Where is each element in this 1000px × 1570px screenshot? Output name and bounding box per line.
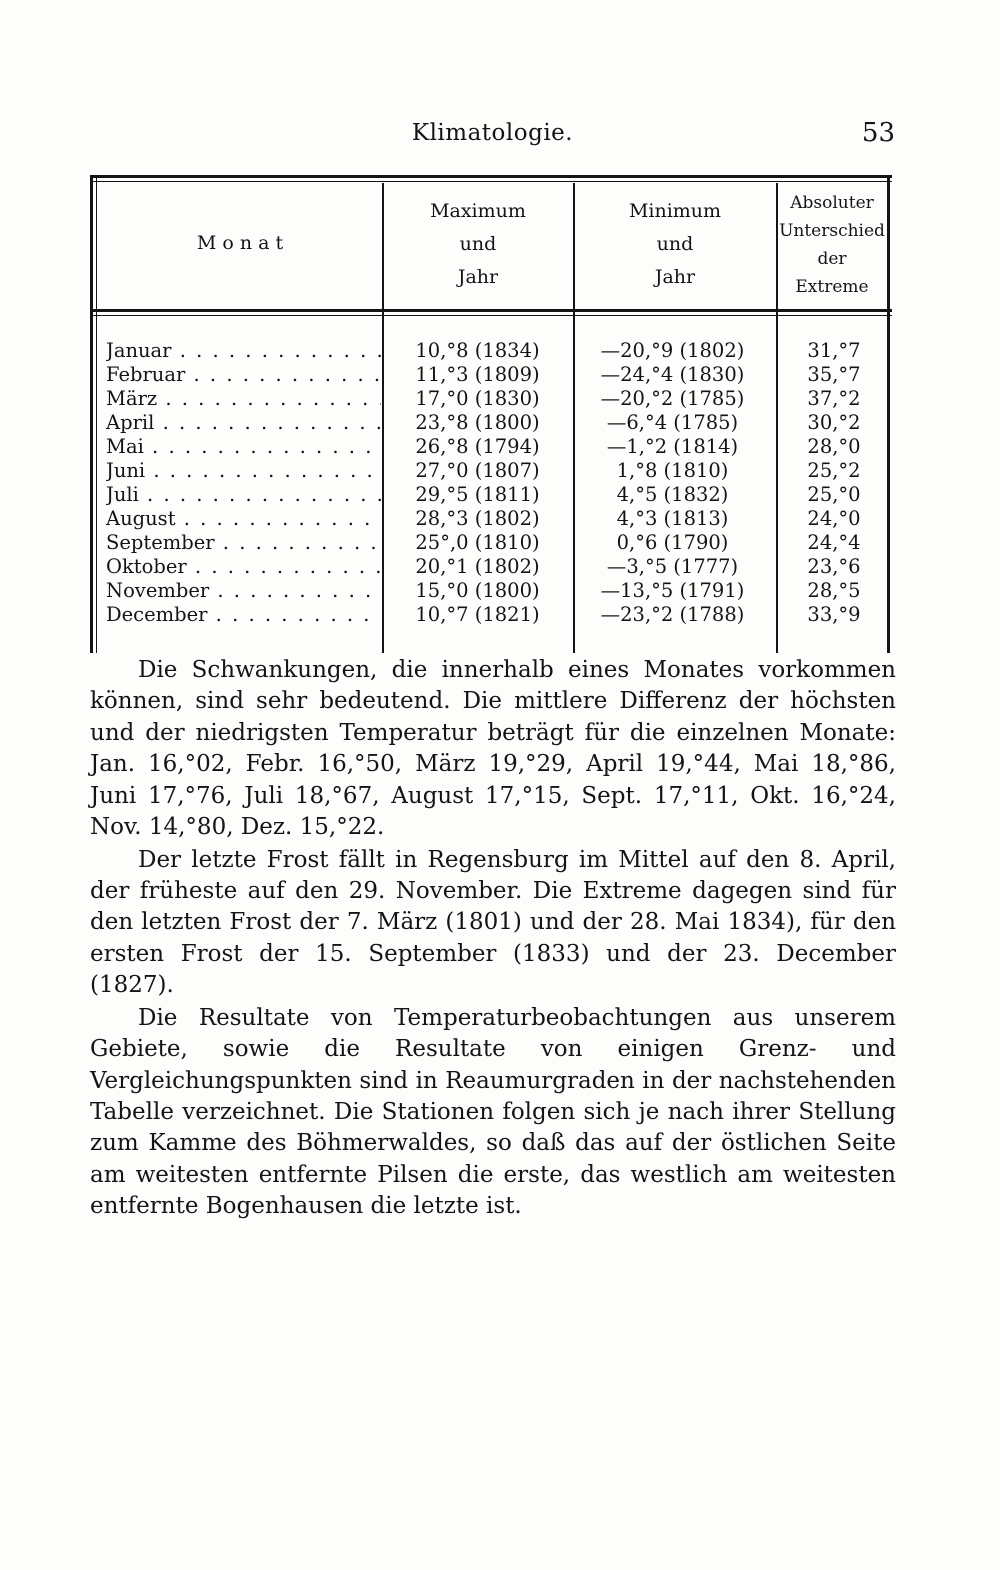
running-title: Klimatologie. <box>411 120 574 146</box>
cell-minimum: —6,°4 (1785) <box>606 411 739 434</box>
cell-maximum: 25°,0 (1810) <box>415 531 540 554</box>
cell-maximum: 11,°3 (1809) <box>415 363 540 386</box>
cell-month: Januar . . . <box>106 339 381 363</box>
cell-minimum: —23,°2 (1788) <box>600 603 745 626</box>
cell-difference: 30,°2 <box>807 411 861 434</box>
table-header-rule <box>90 309 892 312</box>
page-number: 53 <box>861 118 895 148</box>
table-row <box>90 555 892 579</box>
header-difference <box>777 189 887 301</box>
cell-maximum: 10,°8 (1834) <box>415 339 540 362</box>
body-text <box>90 655 896 1224</box>
table-row <box>90 459 892 483</box>
cell-maximum: 29,°5 (1811) <box>415 483 540 506</box>
cell-month: August . . . <box>106 507 381 531</box>
header-minimum-line-1: Minimum <box>628 200 722 222</box>
paragraph-frost: Der letzte Frost fällt in Regensburg im Mittel auf den 8. April, der früheste auf den 29. November. Die Extreme dagegen sind für den letzten Frost der 7. März (1801) und der 28. Mai 1834), für den ersten Frost der 15. September (1833) und der 23. December (1827). <box>90 846 896 999</box>
cell-difference: 37,°2 <box>807 387 861 410</box>
table-row <box>90 411 892 435</box>
cell-month: November . . . <box>106 579 381 603</box>
cell-minimum: —13,°5 (1791) <box>600 579 745 602</box>
table-top-rule-inner <box>90 181 892 182</box>
cell-month: Mai . . . <box>106 435 381 459</box>
cell-maximum: 10,°7 (1821) <box>415 603 540 626</box>
cell-maximum: 20,°1 (1802) <box>415 555 540 578</box>
header-minimum <box>574 195 776 294</box>
cell-minimum: —20,°9 (1802) <box>600 339 745 362</box>
header-minimum-line-3: Jahr <box>654 266 696 288</box>
cell-month: März . . . <box>106 387 381 411</box>
cell-minimum: 4,°5 (1832) <box>616 483 729 506</box>
cell-minimum: —3,°5 (1777) <box>606 555 739 578</box>
paragraph-fluctuations: Die Schwankungen, die innerhalb eines Monates vorkommen können, sind sehr bedeutend. Die mittlere Differenz der höchsten und der niedrigsten Temperatur beträgt für die einzelnen Monate: Jan. 16,°02, Febr. 16,°50, März 19,°29, April 19,°44, Mai 18,°86, Juni 17,°76, Juli 18,°67, August 17,°15, Sept. 17,°11, Okt. 16,°24, Nov. 14,°80, Dez. 15,°22. <box>90 657 896 841</box>
cell-month: December . . . <box>106 603 381 627</box>
table-row <box>90 603 892 627</box>
page-header <box>90 118 895 158</box>
cell-difference: 24,°0 <box>807 507 861 530</box>
table-row <box>90 483 892 507</box>
table-row <box>90 387 892 411</box>
cell-difference: 25,°0 <box>807 483 861 506</box>
cell-month: Juni . . . <box>106 459 381 483</box>
cell-minimum: 1,°8 (1810) <box>616 459 729 482</box>
paragraph-results: Die Resultate von Temperaturbeobachtungen aus unserem Gebiete, sowie die Resultate von einigen Grenz- und Vergleichungspunkten sind in Reaumurgraden in der nachstehenden Tabelle verzeichnet. Die Stationen folgen sich je nach ihrer Stellung zum Kamme des Böhmerwaldes, so daß das auf der östlichen Seite am weitesten entfernte Pilsen die erste, das westlich am weitesten entfernte Bogenhausen die letzte ist. <box>90 1004 896 1220</box>
header-maximum-line-3: Jahr <box>457 266 499 288</box>
header-month-label: M o n a t <box>196 232 284 254</box>
cell-minimum: 4,°3 (1813) <box>616 507 729 530</box>
table-row <box>90 339 892 363</box>
cell-maximum: 17,°0 (1830) <box>415 387 540 410</box>
table-header-rule-inner <box>90 315 892 316</box>
cell-difference: 25,°2 <box>807 459 861 482</box>
cell-maximum: 26,°8 (1794) <box>415 435 540 458</box>
cell-difference: 24,°4 <box>807 531 861 554</box>
table-row <box>90 579 892 603</box>
cell-month: Februar . . . <box>106 363 381 387</box>
cell-maximum: 15,°0 (1800) <box>415 579 540 602</box>
cell-minimum: —20,°2 (1785) <box>600 387 745 410</box>
cell-month: Juli . . . <box>106 483 381 507</box>
header-maximum <box>383 195 573 294</box>
header-difference-line-1: Absoluter <box>790 193 874 213</box>
cell-minimum: —24,°4 (1830) <box>600 363 745 386</box>
header-difference-line-2: Unterschied <box>779 221 885 241</box>
cell-month: April . . . <box>106 411 381 435</box>
cell-month: Oktober . . . <box>106 555 381 579</box>
header-difference-line-4: Extreme <box>795 277 869 297</box>
table-top-rule <box>90 175 892 178</box>
cell-minimum: —1,°2 (1814) <box>606 435 739 458</box>
cell-difference: 28,°5 <box>807 579 861 602</box>
cell-minimum: 0,°6 (1790) <box>616 531 729 554</box>
table-row <box>90 507 892 531</box>
cell-month: September . . . <box>106 531 381 555</box>
header-minimum-line-2: und <box>656 233 694 255</box>
cell-maximum: 23,°8 (1800) <box>415 411 540 434</box>
header-maximum-line-1: Maximum <box>430 200 526 222</box>
cell-difference: 35,°7 <box>807 363 861 386</box>
header-maximum-line-2: und <box>459 233 497 255</box>
cell-difference: 23,°6 <box>807 555 861 578</box>
header-difference-line-3: der <box>817 249 847 269</box>
cell-maximum: 27,°0 (1807) <box>415 459 540 482</box>
header-month <box>98 227 382 260</box>
cell-difference: 28,°0 <box>807 435 861 458</box>
cell-maximum: 28,°3 (1802) <box>415 507 540 530</box>
table-row <box>90 363 892 387</box>
table-row <box>90 531 892 555</box>
table-row <box>90 435 892 459</box>
cell-difference: 31,°7 <box>807 339 861 362</box>
cell-difference: 33,°9 <box>807 603 861 626</box>
temperature-extremes-table <box>90 175 892 655</box>
